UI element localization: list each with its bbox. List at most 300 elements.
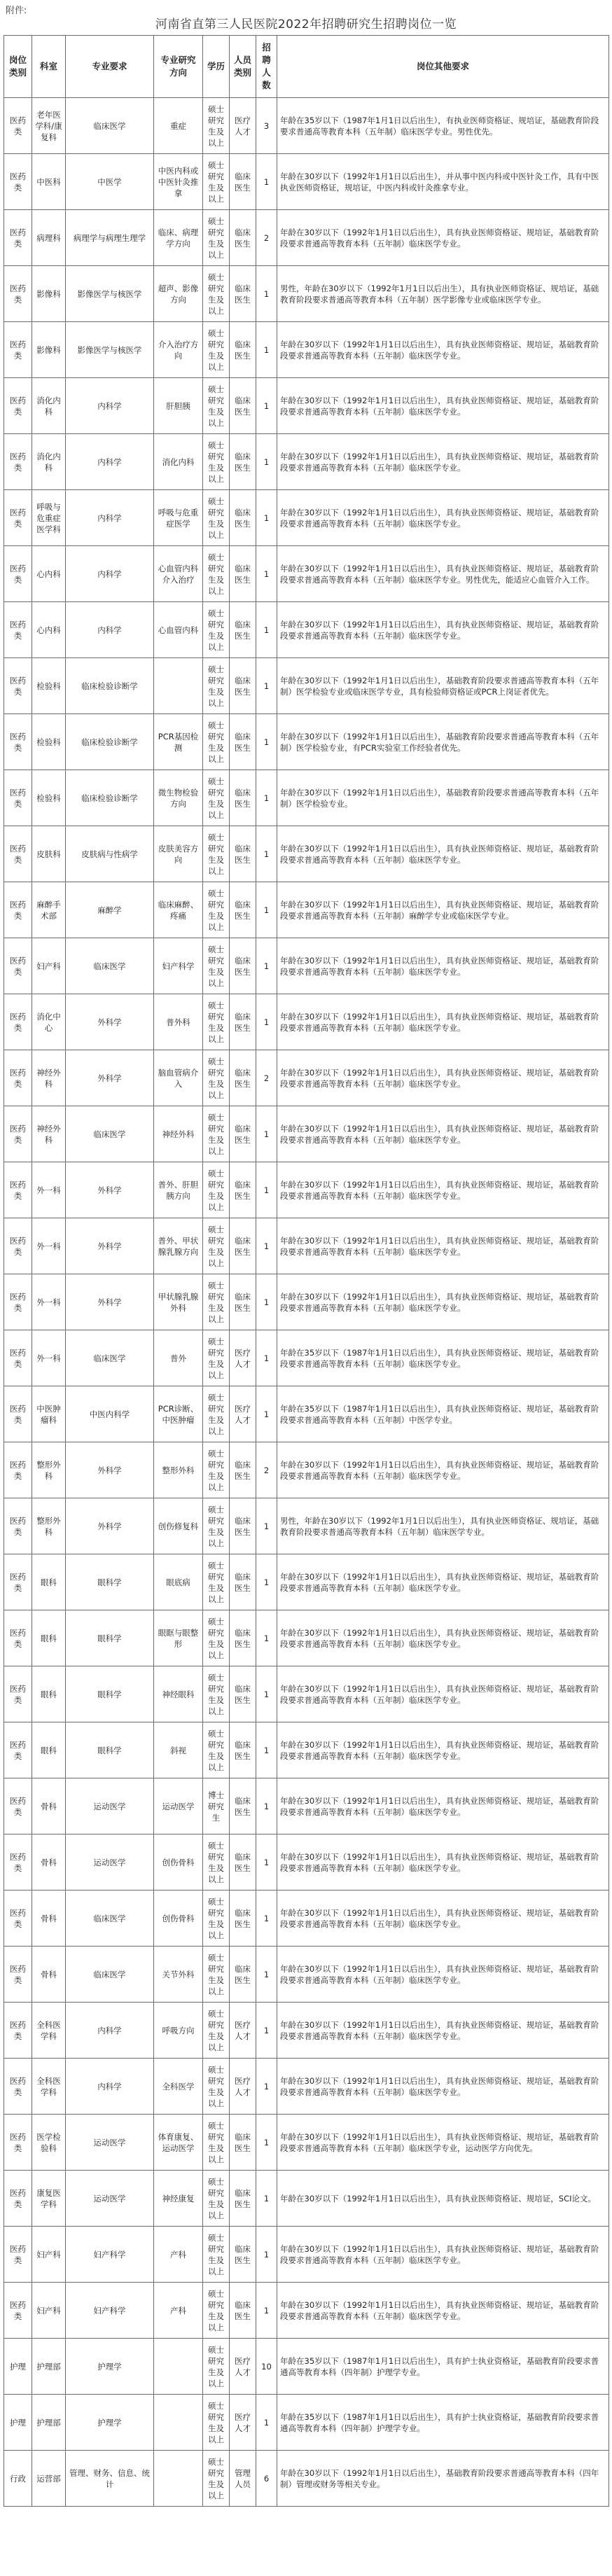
cell-major: 管理、财务、信息、统计	[66, 2451, 154, 2507]
cell-dept: 全科医学科	[32, 2059, 66, 2115]
cell-major: 内科学	[66, 378, 154, 434]
cell-education: 硕士研究生及以上	[203, 1834, 230, 1891]
col-header-count: 招聘人数	[256, 36, 277, 98]
table-row	[4, 98, 609, 154]
cell-dept: 医学检验科	[32, 2115, 66, 2171]
cell-requirements: 年龄在30岁以下（1992年1月1日以后出生），具有执业医师资格证、规培证，基础教育阶段要求普通高等教育本科（五年制）临床医学专业。	[277, 1442, 609, 1498]
cell-major: 外科学	[66, 1442, 154, 1498]
cell-education: 硕士研究生及以上	[203, 658, 230, 714]
table-row	[4, 1947, 609, 2003]
cell-category: 医药类	[4, 2171, 32, 2227]
cell-staff-type: 医疗人才	[230, 2003, 256, 2059]
cell-education: 硕士研究生及以上	[203, 2339, 230, 2395]
cell-requirements: 年龄在30岁以下（1992年1月1日以后出生），具有执业医师资格证、规培证，基础教育阶段要求普通高等教育本科（五年制）临床医学专业。	[277, 1554, 609, 1610]
cell-dept: 检验科	[32, 770, 66, 826]
cell-dept: 骨科	[32, 1891, 66, 1947]
cell-staff-type: 医疗人才	[230, 2395, 256, 2451]
cell-direction: 斜视	[154, 1722, 203, 1778]
cell-staff-type: 临床医生	[230, 322, 256, 378]
table-header-row	[4, 36, 609, 98]
table-row	[4, 658, 609, 714]
cell-requirements: 年龄在30岁以下（1992年1月1日以后出生），具有执业医师资格证、规培证，基础教育阶段要求普通高等教育本科（五年制）临床医学专业。男性优先，能适应心血管介入工作。	[277, 546, 609, 602]
table-row	[4, 994, 609, 1050]
cell-count: 1	[256, 1162, 277, 1218]
cell-category: 医药类	[4, 434, 32, 490]
cell-dept: 全科医学科	[32, 2003, 66, 2059]
cell-dept: 眼科	[32, 1610, 66, 1666]
cell-staff-type: 临床医生	[230, 938, 256, 994]
cell-dept: 心内科	[32, 546, 66, 602]
page-title: 河南省直第三人民医院2022年招聘研究生招聘岗位一览	[155, 18, 457, 32]
cell-direction: 神经外科	[154, 1106, 203, 1162]
cell-category: 医药类	[4, 2283, 32, 2339]
cell-requirements: 年龄在30岁以下（1992年1月1日以后出生），具有执业医师资格证、规培证，基础教育阶段要求普通高等教育本科（五年制）临床医学专业。	[277, 1162, 609, 1218]
cell-category: 医药类	[4, 2227, 32, 2283]
table-row	[4, 1834, 609, 1891]
cell-staff-type: 医疗人才	[230, 1386, 256, 1442]
cell-direction: 创伤修复科	[154, 1498, 203, 1554]
cell-major: 内科学	[66, 546, 154, 602]
table-row	[4, 1218, 609, 1274]
cell-dept: 外一科	[32, 1218, 66, 1274]
cell-count: 1	[256, 546, 277, 602]
cell-dept: 康复医学科	[32, 2171, 66, 2227]
cell-major: 临床检验诊断学	[66, 770, 154, 826]
cell-dept: 神经外科	[32, 1106, 66, 1162]
cell-dept: 检验科	[32, 658, 66, 714]
cell-requirements: 年龄在30岁以下（1992年1月1日以后出生），具有执业医师资格证、规培证，基础教育阶段要求普通高等教育本科（五年制）临床医学专业。	[277, 1274, 609, 1330]
cell-requirements: 年龄在30岁以下（1992年1月1日以后出生），具有执业医师资格证、规培证，基础教育阶段要求普通高等教育本科（五年制）临床医学专业。	[277, 1666, 609, 1722]
cell-major: 临床医学	[66, 938, 154, 994]
cell-requirements: 年龄在35岁以下（1987年1月1日以后出生），具有护士执业资格证，基础教育阶段要求普通高等教育本科（四年制）护理学专业。	[277, 2395, 609, 2451]
cell-major: 眼科学	[66, 1722, 154, 1778]
cell-direction	[154, 2451, 203, 2507]
cell-direction: 眼底病	[154, 1554, 203, 1610]
cell-education: 硕士研究生及以上	[203, 210, 230, 266]
col-header-dept: 科室	[32, 36, 66, 98]
cell-major: 外科学	[66, 994, 154, 1050]
table-row	[4, 2171, 609, 2227]
cell-direction: PCR基因检测	[154, 714, 203, 770]
cell-direction: 皮肤美容方向	[154, 826, 203, 882]
cell-dept: 呼吸与危重症医学科	[32, 490, 66, 546]
table-row	[4, 1442, 609, 1498]
cell-major: 影像医学与核医学	[66, 266, 154, 322]
cell-staff-type: 临床医生	[230, 1834, 256, 1891]
cell-major: 临床医学	[66, 1106, 154, 1162]
table-row	[4, 2227, 609, 2283]
cell-major: 眼科学	[66, 1554, 154, 1610]
cell-dept: 消化中心	[32, 994, 66, 1050]
cell-category: 医药类	[4, 1442, 32, 1498]
cell-direction: 介入治疗方向	[154, 322, 203, 378]
cell-major: 临床检验诊断学	[66, 714, 154, 770]
cell-staff-type: 临床医生	[230, 1442, 256, 1498]
cell-category: 医药类	[4, 658, 32, 714]
cell-category: 医药类	[4, 1106, 32, 1162]
table-row	[4, 1386, 609, 1442]
cell-requirements: 年龄在30岁以下（1992年1月1日以后出生），具有执业医师资格证、规培证，基础教育阶段要求普通高等教育本科（五年制）临床医学专业。	[277, 1050, 609, 1106]
cell-major: 运动医学	[66, 1834, 154, 1891]
cell-count: 1	[256, 826, 277, 882]
cell-staff-type: 临床医生	[230, 1050, 256, 1106]
cell-count: 1	[256, 1834, 277, 1891]
table-row	[4, 322, 609, 378]
cell-education: 硕士研究生及以上	[203, 1554, 230, 1610]
cell-staff-type: 临床医生	[230, 378, 256, 434]
cell-count: 3	[256, 98, 277, 154]
table-row	[4, 378, 609, 434]
cell-dept: 皮肤科	[32, 826, 66, 882]
cell-staff-type: 临床医生	[230, 434, 256, 490]
cell-dept: 骨科	[32, 1778, 66, 1834]
cell-count: 1	[256, 1386, 277, 1442]
cell-education: 硕士研究生及以上	[203, 1891, 230, 1947]
cell-direction: 脑血管病介入	[154, 1050, 203, 1106]
cell-count: 1	[256, 1891, 277, 1947]
cell-count: 1	[256, 938, 277, 994]
cell-count: 1	[256, 322, 277, 378]
cell-requirements: 年龄在30岁以下（1992年1月1日以后出生），基础教育阶段要求普通高等教育本科（五年制）医学检验专业或临床医学专业，具有检验师资格证或PCR上岗证者优先。	[277, 658, 609, 714]
cell-staff-type: 临床医生	[230, 1666, 256, 1722]
col-header-major: 专业要求	[66, 36, 154, 98]
cell-category: 医药类	[4, 1947, 32, 2003]
cell-count: 1	[256, 154, 277, 210]
cell-dept: 外一科	[32, 1162, 66, 1218]
cell-count: 1	[256, 882, 277, 938]
cell-requirements: 年龄在35岁以下（1987年1月1日以后出生），具有执业医师资格证、规培证，基础教育阶段要求普通高等教育本科（五年制）中医学专业。	[277, 1386, 609, 1442]
table-row	[4, 266, 609, 322]
cell-education: 硕士研究生及以上	[203, 2003, 230, 2059]
cell-count: 1	[256, 490, 277, 546]
cell-major: 妇产科学	[66, 2227, 154, 2283]
cell-category: 医药类	[4, 1498, 32, 1554]
cell-requirements: 年龄在35岁以下（1987年1月1日以后出生），具有护士执业资格证，基础教育阶段要求普通高等教育本科（四年制）护理学专业。	[277, 2339, 609, 2395]
table-row	[4, 2059, 609, 2115]
cell-major: 护理学	[66, 2395, 154, 2451]
cell-staff-type: 临床医生	[230, 154, 256, 210]
cell-education: 硕士研究生及以上	[203, 1386, 230, 1442]
cell-count: 10	[256, 2339, 277, 2395]
cell-count: 1	[256, 1218, 277, 1274]
table-row	[4, 2339, 609, 2395]
cell-education: 硕士研究生及以上	[203, 2283, 230, 2339]
cell-direction: 运动医学	[154, 1778, 203, 1834]
cell-education: 硕士研究生及以上	[203, 98, 230, 154]
cell-dept: 病理科	[32, 210, 66, 266]
cell-category: 医药类	[4, 602, 32, 658]
cell-dept: 外一科	[32, 1330, 66, 1386]
cell-category: 医药类	[4, 2115, 32, 2171]
cell-education: 硕士研究生及以上	[203, 2451, 230, 2507]
cell-education: 硕士研究生及以上	[203, 1218, 230, 1274]
cell-education: 硕士研究生及以上	[203, 1610, 230, 1666]
cell-staff-type: 管理人员	[230, 2451, 256, 2507]
col-header-staff-type: 人员类别	[230, 36, 256, 98]
cell-count: 1	[256, 2395, 277, 2451]
cell-requirements: 年龄在30岁以下（1992年1月1日以后出生），基础教育阶段要求普通高等教育本科（五年制）医学检验专业，有PCR实验室工作经验者优先。	[277, 714, 609, 770]
cell-category: 医药类	[4, 490, 32, 546]
cell-education: 硕士研究生及以上	[203, 2171, 230, 2227]
cell-direction: 呼吸方向	[154, 2003, 203, 2059]
cell-direction: 呼吸与危重症医学	[154, 490, 203, 546]
table-row	[4, 1498, 609, 1554]
cell-dept: 影像科	[32, 322, 66, 378]
col-header-category: 岗位类别	[4, 36, 32, 98]
cell-count: 1	[256, 2171, 277, 2227]
cell-staff-type: 临床医生	[230, 2115, 256, 2171]
cell-count: 1	[256, 770, 277, 826]
cell-education: 硕士研究生及以上	[203, 434, 230, 490]
cell-dept: 中医肿瘤科	[32, 1386, 66, 1442]
cell-direction: 临床麻醉、疼痛	[154, 882, 203, 938]
cell-dept: 眼科	[32, 1666, 66, 1722]
cell-staff-type: 临床医生	[230, 994, 256, 1050]
cell-staff-type: 临床医生	[230, 2283, 256, 2339]
cell-dept: 骨科	[32, 1834, 66, 1891]
cell-requirements: 年龄在30岁以下（1992年1月1日以后出生），具有执业医师资格证、规培证，基础教育阶段要求普通高等教育本科（五年制）临床医学专业。	[277, 1778, 609, 1834]
cell-major: 内科学	[66, 490, 154, 546]
cell-direction: 普外、甲状腺乳腺方向	[154, 1218, 203, 1274]
cell-count: 1	[256, 434, 277, 490]
table-row	[4, 1610, 609, 1666]
cell-category: 医药类	[4, 1891, 32, 1947]
table-row	[4, 1554, 609, 1610]
cell-category: 医药类	[4, 1666, 32, 1722]
cell-category: 医药类	[4, 266, 32, 322]
cell-dept: 消化内科	[32, 378, 66, 434]
cell-staff-type: 临床医生	[230, 882, 256, 938]
cell-category: 医药类	[4, 882, 32, 938]
cell-category: 医药类	[4, 714, 32, 770]
cell-requirements: 年龄在30岁以下（1992年1月1日以后出生），具有执业医师资格证、规培证，基础教育阶段要求普通高等教育本科（五年制）临床医学专业。	[277, 2283, 609, 2339]
cell-direction: 消化内科	[154, 434, 203, 490]
cell-direction	[154, 2395, 203, 2451]
cell-category: 医药类	[4, 826, 32, 882]
table-row	[4, 602, 609, 658]
cell-education: 硕士研究生及以上	[203, 1442, 230, 1498]
cell-count: 1	[256, 658, 277, 714]
cell-count: 1	[256, 1947, 277, 2003]
cell-staff-type: 医疗人才	[230, 98, 256, 154]
cell-education: 硕士研究生及以上	[203, 1722, 230, 1778]
cell-direction: 整形外科	[154, 1442, 203, 1498]
cell-education: 硕士研究生及以上	[203, 1330, 230, 1386]
table-row	[4, 1106, 609, 1162]
cell-requirements: 年龄在30岁以下（1992年1月1日以后出生），具有执业医师资格证、规培证，基础教育阶段要求普通高等教育本科（五年制）临床医学专业。	[277, 994, 609, 1050]
cell-major: 临床医学	[66, 98, 154, 154]
cell-count: 1	[256, 1274, 277, 1330]
cell-direction	[154, 2339, 203, 2395]
table-row	[4, 2395, 609, 2451]
cell-major: 内科学	[66, 434, 154, 490]
cell-category: 医药类	[4, 210, 32, 266]
cell-direction: 眼眶与眼整形	[154, 1610, 203, 1666]
cell-requirements: 年龄在30岁以下（1992年1月1日以后出生），具有执业医师资格证、规培证，基础教育阶段要求普通高等教育本科（五年制）临床医学专业。	[277, 210, 609, 266]
cell-direction: 普外	[154, 1330, 203, 1386]
cell-category: 医药类	[4, 1050, 32, 1106]
cell-staff-type: 医疗人才	[230, 1330, 256, 1386]
cell-requirements: 年龄在30岁以下（1992年1月1日以后出生），具有执业医师资格证、规培证，基础教育阶段要求普通高等教育本科（五年制）临床医学专业。	[277, 322, 609, 378]
cell-requirements: 年龄在30岁以下（1992年1月1日以后出生），具有执业医师资格证、规培证，基础教育阶段要求普通高等教育本科（五年制）临床医学专业。	[277, 434, 609, 490]
cell-major: 麻醉学	[66, 882, 154, 938]
cell-staff-type: 医疗人才	[230, 2339, 256, 2395]
cell-staff-type: 临床医生	[230, 1722, 256, 1778]
table-row	[4, 490, 609, 546]
cell-education: 硕士研究生及以上	[203, 994, 230, 1050]
cell-direction: 甲状腺乳腺外科	[154, 1274, 203, 1330]
table-row	[4, 210, 609, 266]
cell-requirements: 年龄在30岁以下（1992年1月1日以后出生），具有执业医师资格证、规培证，基础教育阶段要求普通高等教育本科（五年制）临床医学专业。	[277, 490, 609, 546]
cell-direction: 重症	[154, 98, 203, 154]
cell-staff-type: 临床医生	[230, 210, 256, 266]
cell-staff-type: 临床医生	[230, 714, 256, 770]
cell-education: 硕士研究生及以上	[203, 2227, 230, 2283]
cell-education: 硕士研究生及以上	[203, 602, 230, 658]
cell-education: 硕士研究生及以上	[203, 2059, 230, 2115]
cell-category: 医药类	[4, 1218, 32, 1274]
cell-direction: 产科	[154, 2283, 203, 2339]
cell-count: 1	[256, 2003, 277, 2059]
cell-staff-type: 临床医生	[230, 1891, 256, 1947]
cell-major: 眼科学	[66, 1610, 154, 1666]
cell-education: 硕士研究生及以上	[203, 2115, 230, 2171]
cell-major: 运动医学	[66, 2171, 154, 2227]
cell-major: 内科学	[66, 602, 154, 658]
cell-count: 1	[256, 1498, 277, 1554]
attachment-label: 附件:	[6, 6, 27, 16]
cell-education: 硕士研究生及以上	[203, 1947, 230, 2003]
cell-major: 外科学	[66, 1050, 154, 1106]
cell-count: 6	[256, 2451, 277, 2507]
table-row	[4, 1330, 609, 1386]
cell-major: 皮肤病与性病学	[66, 826, 154, 882]
cell-requirements: 年龄在30岁以下（1992年1月1日以后出生），基础教育阶段要求普通高等教育本科（四年制）管理或财务等相关专业。	[277, 2451, 609, 2507]
cell-requirements: 年龄在35岁以下（1987年1月1日以后出生），有执业医师资格证、规培证，基础教育阶段要求普通高等教育本科（五年制）临床医学专业。男性优先。	[277, 98, 609, 154]
cell-category: 行政	[4, 2451, 32, 2507]
cell-dept: 妇产科	[32, 2227, 66, 2283]
cell-category: 护理	[4, 2339, 32, 2395]
cell-category: 医药类	[4, 2059, 32, 2115]
table-row	[4, 882, 609, 938]
cell-direction: 全科医学	[154, 2059, 203, 2115]
cell-direction: 中医内科或中医针灸推拿	[154, 154, 203, 210]
cell-major: 临床医学	[66, 1330, 154, 1386]
cell-education: 硕士研究生及以上	[203, 490, 230, 546]
cell-staff-type: 临床医生	[230, 546, 256, 602]
cell-category: 医药类	[4, 1386, 32, 1442]
cell-direction: 体育康复、运动医学	[154, 2115, 203, 2171]
table-row	[4, 770, 609, 826]
cell-direction: 普外科	[154, 994, 203, 1050]
cell-staff-type: 临床医生	[230, 1947, 256, 2003]
cell-count: 2	[256, 210, 277, 266]
cell-staff-type: 临床医生	[230, 2227, 256, 2283]
cell-direction: 临床、病理学方向	[154, 210, 203, 266]
cell-category: 医药类	[4, 1778, 32, 1834]
cell-category: 医药类	[4, 546, 32, 602]
cell-major: 眼科学	[66, 1666, 154, 1722]
cell-category: 医药类	[4, 98, 32, 154]
cell-direction: 神经眼科	[154, 1666, 203, 1722]
cell-dept: 影像科	[32, 266, 66, 322]
cell-category: 医药类	[4, 994, 32, 1050]
cell-education: 硕士研究生及以上	[203, 266, 230, 322]
cell-count: 1	[256, 1778, 277, 1834]
cell-requirements: 年龄在30岁以下（1992年1月1日以后出生），具有执业医师资格证、规培证，基础教育阶段要求普通高等教育本科（五年制）临床医学专业。	[277, 378, 609, 434]
cell-staff-type: 临床医生	[230, 770, 256, 826]
cell-staff-type: 临床医生	[230, 1778, 256, 1834]
cell-major: 外科学	[66, 1498, 154, 1554]
cell-requirements: 年龄在30岁以下（1992年1月1日以后出生），具有执业医师资格证、规培证，基础教育阶段要求普通高等教育本科（五年制）临床医学专业。	[277, 1891, 609, 1947]
table-row	[4, 2283, 609, 2339]
cell-requirements: 年龄在30岁以下（1992年1月1日以后出生），具有执业医师资格证、规培证，基础教育阶段要求普通高等教育本科（五年制）临床医学专业。	[277, 1218, 609, 1274]
cell-count: 1	[256, 994, 277, 1050]
cell-category: 医药类	[4, 938, 32, 994]
cell-dept: 老年医学科/康复科	[32, 98, 66, 154]
cell-requirements: 年龄在30岁以下（1992年1月1日以后出生），具有执业医师资格证、规培证，基础教育阶段要求普通高等教育本科（五年制）临床医学专业。	[277, 2059, 609, 2115]
cell-direction: 产科	[154, 2227, 203, 2283]
cell-education: 硕士研究生及以上	[203, 1050, 230, 1106]
cell-count: 2	[256, 1442, 277, 1498]
cell-category: 医药类	[4, 2003, 32, 2059]
cell-category: 医药类	[4, 1274, 32, 1330]
cell-requirements: 年龄在30岁以下（1992年1月1日以后出生），具有执业医师资格证、规培证，基础教育阶段要求普通高等教育本科（五年制）麻醉学专业或临床医学专业。	[277, 882, 609, 938]
cell-direction: 心血管内科	[154, 602, 203, 658]
cell-category: 医药类	[4, 1162, 32, 1218]
cell-staff-type: 临床医生	[230, 1162, 256, 1218]
cell-direction: 心血管内科介入治疗	[154, 546, 203, 602]
cell-category: 医药类	[4, 154, 32, 210]
cell-education: 硕士研究生及以上	[203, 1106, 230, 1162]
cell-direction: PCR诊断、中医肿瘤	[154, 1386, 203, 1442]
table-row	[4, 1162, 609, 1218]
cell-requirements: 男性，年龄在30岁以下（1992年1月1日以后出生），具有执业医师资格证、规培证，基础教育阶段要求普通高等教育本科（五年制）临床医学专业。	[277, 1498, 609, 1554]
cell-count: 1	[256, 266, 277, 322]
cell-staff-type: 临床医生	[230, 1610, 256, 1666]
cell-education: 硕士研究生及以上	[203, 770, 230, 826]
cell-major: 病理学与病理生理学	[66, 210, 154, 266]
table-row	[4, 714, 609, 770]
cell-staff-type: 临床医生	[230, 2171, 256, 2227]
cell-direction: 妇产科学	[154, 938, 203, 994]
cell-count: 1	[256, 714, 277, 770]
cell-count: 2	[256, 1050, 277, 1106]
cell-major: 护理学	[66, 2339, 154, 2395]
table-row	[4, 2451, 609, 2507]
cell-direction: 神经康复	[154, 2171, 203, 2227]
cell-major: 内科学	[66, 2003, 154, 2059]
cell-education: 硕士研究生及以上	[203, 1498, 230, 1554]
cell-dept: 整形外科	[32, 1442, 66, 1498]
cell-dept: 整形外科	[32, 1498, 66, 1554]
cell-education: 硕士研究生及以上	[203, 1162, 230, 1218]
cell-dept: 护理部	[32, 2339, 66, 2395]
cell-direction	[154, 658, 203, 714]
cell-requirements: 年龄在30岁以下（1992年1月1日以后出生），具有执业医师资格证、规培证，基础教育阶段要求普通高等教育本科（五年制）临床医学专业。	[277, 1947, 609, 2003]
cell-major: 妇产科学	[66, 2283, 154, 2339]
cell-major: 外科学	[66, 1274, 154, 1330]
cell-requirements: 年龄在30岁以下（1992年1月1日以后出生），基础教育阶段要求普通高等教育本科（五年制）医学检验专业。	[277, 770, 609, 826]
cell-count: 1	[256, 1106, 277, 1162]
table-row	[4, 2003, 609, 2059]
cell-count: 1	[256, 1610, 277, 1666]
cell-dept: 神经外科	[32, 1050, 66, 1106]
table-row	[4, 826, 609, 882]
recruitment-table	[4, 35, 609, 2507]
cell-major: 临床检验诊断学	[66, 658, 154, 714]
cell-staff-type: 临床医生	[230, 1274, 256, 1330]
